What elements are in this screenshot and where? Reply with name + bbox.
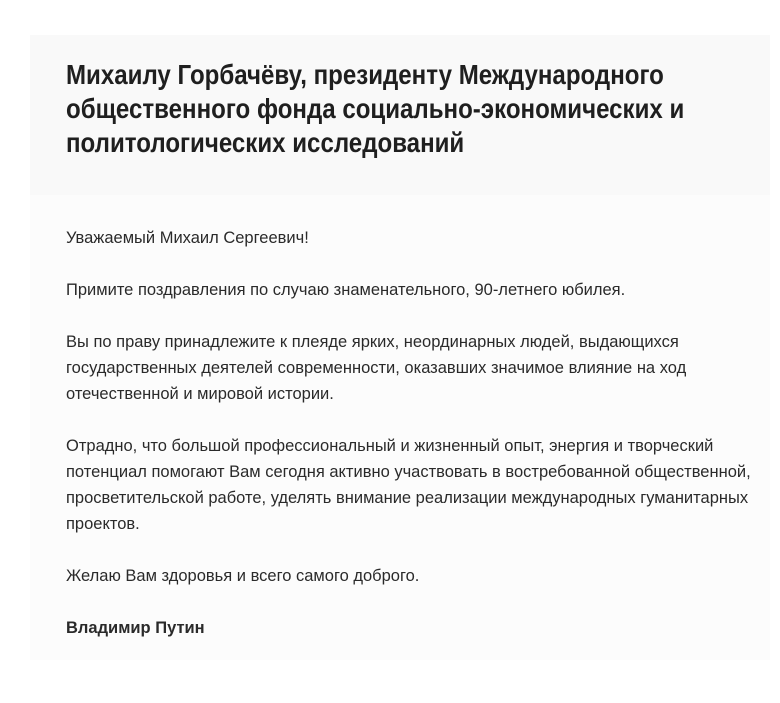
signature: Владимир Путин bbox=[66, 619, 205, 637]
paragraph-3: Отрадно, что большой профессиональный и жизненный опыт, энергия и творческий потенциал помогают Вам сегодня активно участвовать в востребованной общественной, просветительской работе, уделять внимание реализации международных гуманитарных проектов. bbox=[66, 437, 751, 533]
page-title: Михаилу Горбачёву, президенту Международного общественного фонда социально-экономических и политологических исследований bbox=[66, 59, 685, 158]
document-page bbox=[30, 35, 770, 660]
paragraph-4: Желаю Вам здоровья и всего самого доброго. bbox=[66, 567, 420, 585]
letter-body bbox=[66, 225, 756, 667]
greeting: Уважаемый Михаил Сергеевич! bbox=[66, 229, 309, 247]
title-block bbox=[30, 35, 770, 195]
paragraph-2: Вы по праву принадлежите к плеяде ярких, неординарных людей, выдающихся государственных деятелей современности, оказавших значимое влияние на ход отечественной и мировой истории. bbox=[66, 333, 687, 403]
paragraph-1: Примите поздравления по случаю знаменательного, 90-летнего юбилея. bbox=[66, 281, 626, 299]
